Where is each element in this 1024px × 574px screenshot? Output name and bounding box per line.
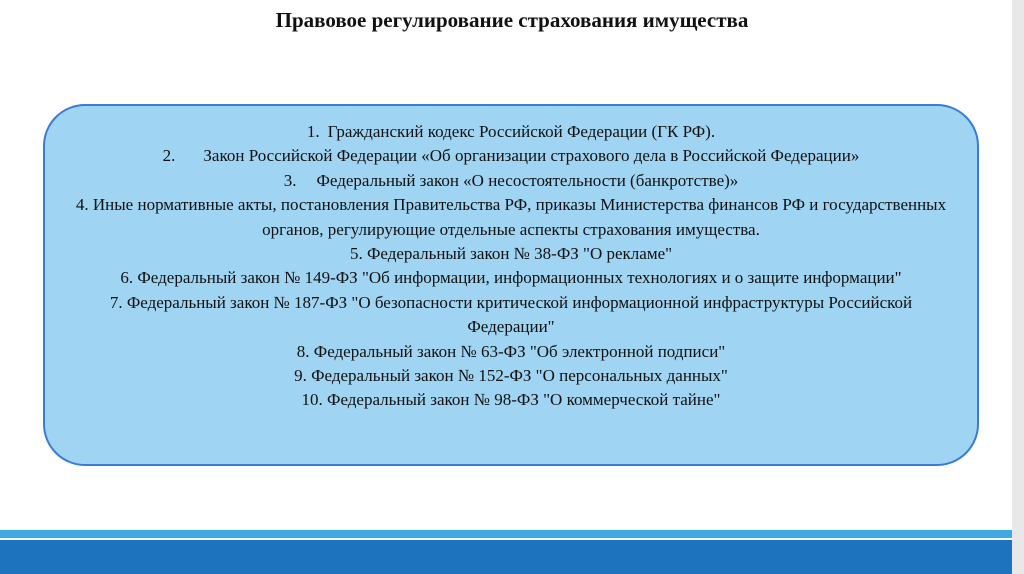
slide-title: Правовое регулирование страхования имущества (275, 8, 749, 32)
list-item (75, 169, 947, 193)
list-item-text: Закон Российской Федерации «Об организации страхового дела в Российской Федерации» (203, 146, 860, 166)
list-item: 6. Федеральный закон № 149-ФЗ "Об информации, информационных технологиях и о защите информации" (120, 268, 902, 288)
laws-list (75, 120, 947, 413)
footer-bar-light (0, 530, 1012, 538)
list-item (75, 144, 947, 168)
footer-bar-dark (0, 540, 1012, 574)
list-item: 10. Федеральный закон № 98-ФЗ "О коммерческой тайне" (301, 390, 721, 410)
list-item: 9. Федеральный закон № 152-ФЗ "О персональных данных" (294, 366, 728, 386)
list-item-number: 3. (283, 170, 297, 190)
list-item: 4. Иные нормативные акты, постановления Правительства РФ, приказы Министерства финансов РФ и государственных органов, регулирующие отдельные аспекты страхования имущества. (75, 195, 947, 239)
list-item-text: Федеральный закон «О несостоятельности (банкротстве)» (316, 170, 739, 190)
list-item: 7. Федеральный закон № 187-ФЗ "О безопасности критической информационной инфраструктуры Российской Федерации" (109, 292, 913, 337)
list-item-number: 2. (162, 146, 176, 166)
list-item-text: Гражданский кодекс Российской Федерации (ГК РФ). (327, 122, 716, 141)
list-item: 5. Федеральный закон № 38-ФЗ "О рекламе" (349, 244, 673, 264)
laws-list-box (43, 104, 979, 466)
list-item: 8. Федеральный закон № 63-ФЗ "Об электронной подписи" (296, 341, 726, 361)
list-item-number: 1. (306, 122, 320, 141)
list-item (75, 120, 947, 144)
right-edge-strip (1012, 0, 1024, 574)
